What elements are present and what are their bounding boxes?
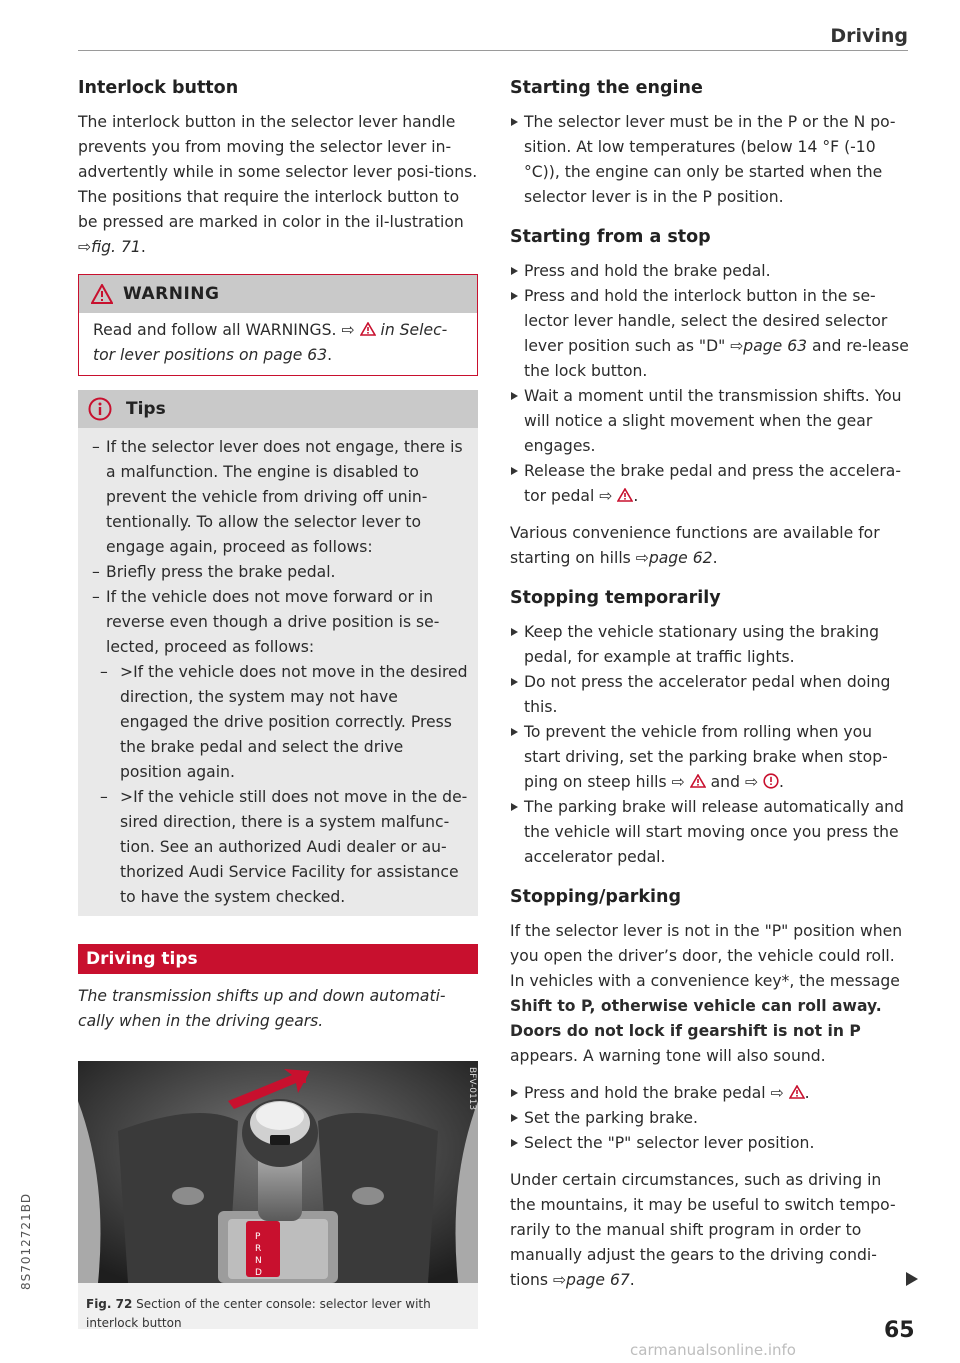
interlock-heading: Interlock button xyxy=(78,78,239,98)
svg-text:P: P xyxy=(255,1232,261,1242)
page-ref-link[interactable]: page 67 xyxy=(566,1271,630,1289)
caution-circle-icon[interactable] xyxy=(763,773,779,789)
ref-arrow-icon: ⇨ xyxy=(341,321,355,339)
figure-caption: Fig. 72 Section of the center console: selector lever with interlock button xyxy=(86,1297,431,1330)
tips-box xyxy=(78,390,478,916)
tip-subitem: – >If the vehicle still does not move in the de-sired direction, there is a system malfunc-tion. See an authorized Audi dealer or au-thorized Audi Service Facility for assistance to have the system checked. xyxy=(92,785,468,910)
bullet-item: Press and hold the brake pedal. xyxy=(510,259,910,284)
bullet-item: The selector lever must be in the P or the N po-sition. At low temperatures (below 14 °F (-10 °C)), the engine can only be started when the selector lever is in the P position. xyxy=(510,110,910,210)
header-rule xyxy=(78,50,908,51)
starting-engine-heading: Starting the engine xyxy=(510,78,703,98)
ref-arrow-icon: ⇨ xyxy=(599,487,613,505)
interlock-body: The interlock button in the selector lever handle prevents you from moving the selector lever in-advertently while in some selector lever posi-tions. The positions that require the interlock button to be pressed are marked in color in the il-lustration ⇨fig. 71. xyxy=(78,113,478,256)
bullet-item: Do not press the accelerator pedal when doing this. xyxy=(510,670,910,720)
ref-arrow-icon: ⇨ xyxy=(671,773,685,791)
ref-arrow-icon: ⇨ xyxy=(730,337,744,355)
document-code: 8S7012721BD xyxy=(19,1192,33,1290)
warning-triangle-icon[interactable] xyxy=(617,488,633,502)
stopping-temp-heading: Stopping temporarily xyxy=(510,588,721,608)
parking-steps xyxy=(510,1081,910,1156)
bullet-item: Wait a moment until the transmission shifts. You will notice a slight movement when the gear engages. xyxy=(510,384,910,459)
tip-item: – Briefly press the brake pedal. xyxy=(92,560,468,585)
selector-lever-illustration xyxy=(78,1061,478,1283)
info-icon xyxy=(88,397,112,421)
page-ref-link[interactable]: page 62 xyxy=(648,549,713,567)
caption-label: Fig. 72 xyxy=(86,1297,133,1311)
driving-tips-heading: Driving tips xyxy=(78,944,478,974)
tips-title: Tips xyxy=(126,398,166,419)
bullet-item: The parking brake will release automatically and the vehicle will start moving once you press the accelerator pedal. xyxy=(510,795,910,870)
ref-arrow-icon: ⇨ xyxy=(552,1271,567,1289)
continue-arrow-icon xyxy=(906,1272,918,1286)
bullet-item: Select the "P" selector lever position. xyxy=(510,1131,910,1156)
warning-triangle-icon xyxy=(360,322,376,336)
tip-subitem: – >If the vehicle does not move in the desired direction, the system may not have engaged the drive position correctly. Press the brake pedal and select the drive position again. xyxy=(92,660,468,785)
ref-arrow-icon: ⇨ xyxy=(770,1084,784,1102)
manual-shift-paragraph: Under certain circumstances, such as driving in the mountains, it may be useful to switch tempo-rarily to the manual shift program in order to manually adjust the gears to the driving condi-tions ⇨page 67. xyxy=(510,1171,896,1289)
tip-item: – If the selector lever does not engage, there is a malfunction. The engine is disabled to prevent the vehicle from driving off unin-tentionally. To allow the selector lever to engage again, proceed as follows: xyxy=(92,435,468,560)
bullet-item: To prevent the vehicle from rolling when you start driving, set the parking brake when stop-ping on steep hills ⇨ and ⇨ . xyxy=(510,720,910,795)
svg-text:N: N xyxy=(255,1256,262,1266)
bullet-item: Release the brake pedal and press the accelera-tor pedal ⇨ . xyxy=(510,459,910,509)
hill-start-paragraph: Various convenience functions are available for starting on hills ⇨page 62. xyxy=(510,524,880,567)
ref-arrow-icon: ⇨ xyxy=(744,773,759,791)
bullet-item: Keep the vehicle stationary using the braking pedal, for example at traffic lights. xyxy=(510,620,910,670)
page-ref-link[interactable]: page 63 xyxy=(743,337,808,355)
svg-text:R: R xyxy=(255,1244,262,1254)
warning-title: WARNING xyxy=(123,283,220,304)
bullet-item: Set the parking brake. xyxy=(510,1106,910,1131)
warning-header xyxy=(79,275,477,313)
warning-box xyxy=(78,274,478,376)
page-number: 65 xyxy=(884,1318,915,1343)
watermark: carmanualsonline.info xyxy=(630,1341,796,1359)
tips-header xyxy=(78,390,478,428)
warning-ref-link[interactable]: in Selec-tor lever positions on page 63 xyxy=(93,321,448,364)
warning-triangle-icon[interactable] xyxy=(789,1085,805,1099)
tips-body xyxy=(78,428,478,916)
warning-body: Read and follow all WARNINGS. ⇨ in Selec-tor lever positions on page 63. xyxy=(93,321,448,364)
stopping-parking-heading: Stopping/parking xyxy=(510,887,682,907)
figure-code: BFV-0113 xyxy=(467,1067,477,1111)
ref-arrow-icon: ⇨ xyxy=(635,549,649,567)
right-column xyxy=(510,75,910,1293)
left-column xyxy=(78,75,478,1329)
warning-triangle-icon[interactable] xyxy=(690,774,706,788)
starting-stop-heading: Starting from a stop xyxy=(510,227,711,247)
svg-text:D: D xyxy=(255,1268,262,1278)
figure-72 xyxy=(78,1061,478,1329)
bullet-item: Press and hold the brake pedal ⇨ . xyxy=(510,1081,910,1106)
ref-arrow-icon: ⇨ xyxy=(78,238,92,256)
section-title: Driving xyxy=(830,25,908,47)
parking-paragraph: If the selector lever is not in the "P" position when you open the driver’s door, the vehicle could roll. In vehicles with a convenience key*, the message Shift to P, otherwise vehicle can roll away. Doors do not lock if gearshift is not in P appears. A warning tone will also sound. xyxy=(510,922,903,1065)
driving-tips-intro: The transmission shifts up and down automati-cally when in the driving gears. xyxy=(78,987,446,1030)
tip-item: – If the vehicle does not move forward or in reverse even though a drive position is se-lected, proceed as follows: xyxy=(92,585,468,660)
warning-triangle-icon xyxy=(91,284,113,304)
bullet-item: Press and hold the interlock button in the se-lector lever handle, select the desired selector lever position such as "D" ⇨page 63 and re-lease the lock button. xyxy=(510,284,910,384)
fig-ref-link[interactable]: fig. 71 xyxy=(91,238,141,256)
shift-to-p-message: Shift to P, otherwise vehicle can roll away. Doors do not lock if gearshift is not in P xyxy=(510,997,882,1040)
